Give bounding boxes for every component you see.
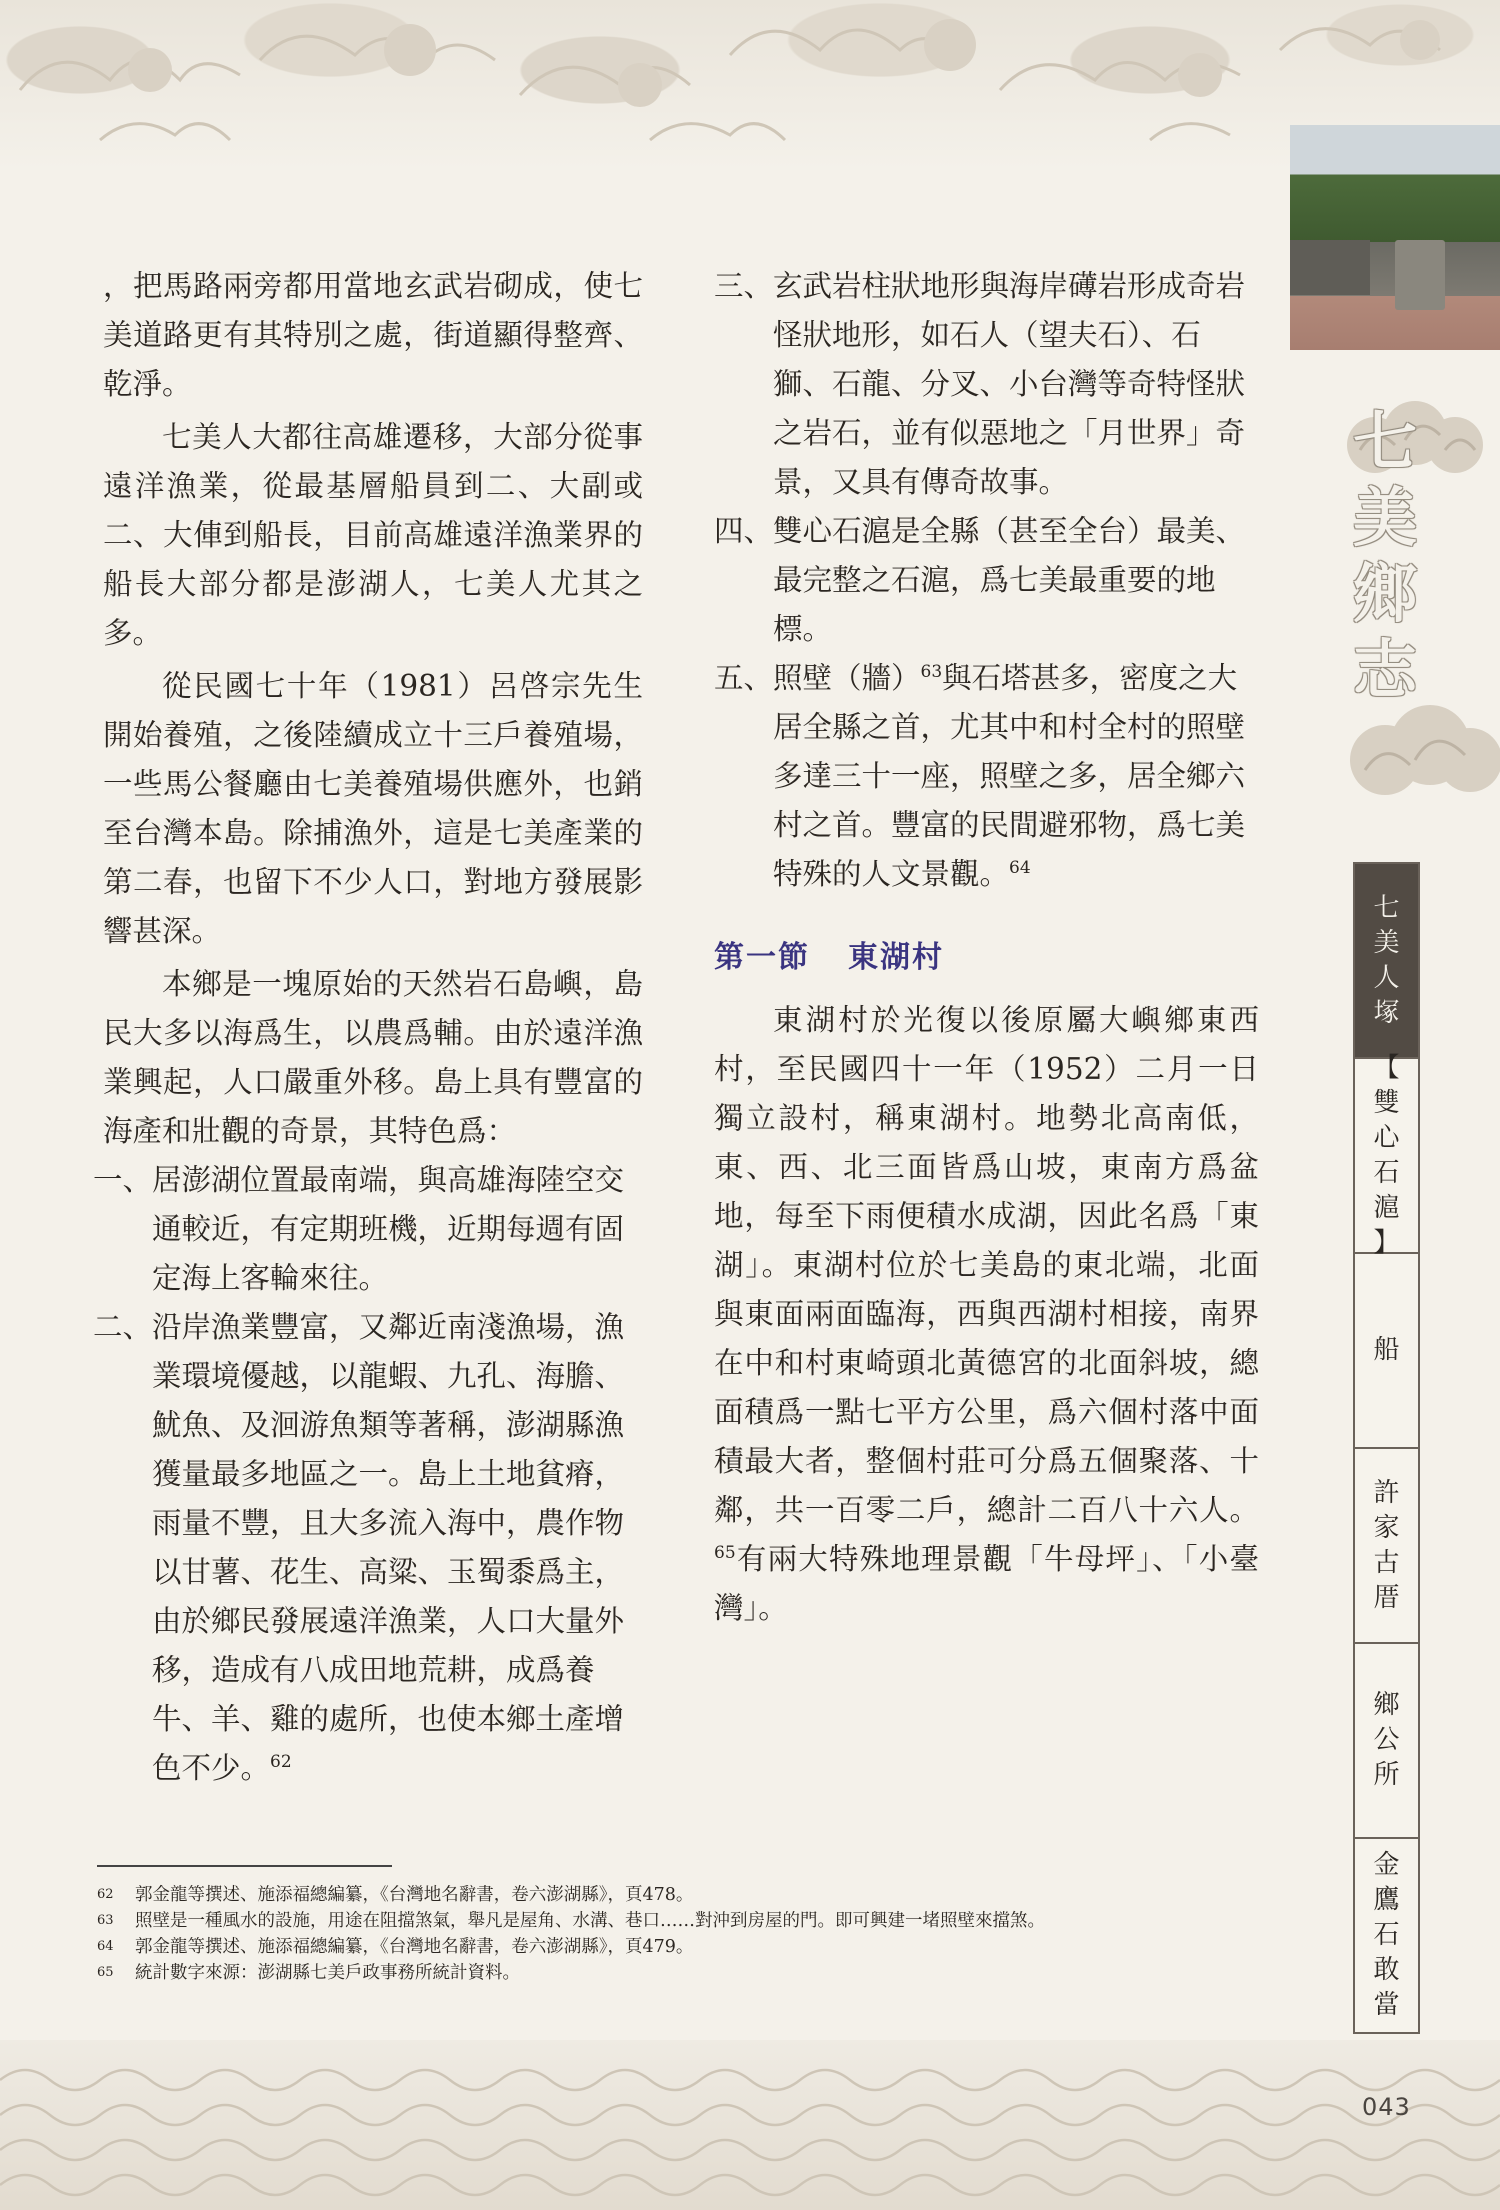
tab-shuangxin-shihu[interactable]	[1355, 1052, 1418, 1258]
list-text	[152, 1303, 643, 1793]
footnotes	[97, 1882, 1297, 1986]
side-title-char: 志	[1353, 633, 1417, 708]
footnote	[97, 1908, 1297, 1934]
tab-char: 所	[1373, 1760, 1400, 1790]
tab-jinying-shigandang[interactable]	[1355, 1839, 1418, 2032]
footnote-text: 郭金龍等撰述、施添福總編纂，《台灣地名辭書，卷六澎湖縣》，頁478。	[135, 1885, 694, 1905]
list-text: 雙心石滬是全縣（甚至全台）最美、最完整之石滬，爲七美最重要的地標。	[773, 514, 1246, 646]
tab-char: 滬	[1373, 1192, 1400, 1223]
tab-char: 【	[1373, 1052, 1400, 1083]
tab-char: 美	[1373, 927, 1400, 958]
photo-monument-stone	[1395, 240, 1445, 310]
book-title-vertical	[1330, 405, 1440, 709]
tab-char: 船	[1373, 1335, 1400, 1365]
footnote-divider	[97, 1865, 392, 1867]
tab-char: 塚	[1373, 997, 1400, 1028]
list-text: 玄武岩柱狀地形與海岸礡岩形成奇岩怪狀地形，如石人（望夫石）、石獅、石龍、分叉、小台灣等奇特怪狀之岩石，並有似惡地之「月世界」奇景，又具有傳奇故事。	[773, 269, 1246, 499]
footnote-text: 郭金龍等撰述、施添福總編纂，《台灣地名辭書，卷六澎湖縣》，頁479。	[135, 1937, 694, 1957]
tab-xiang-gongsuo[interactable]	[1355, 1644, 1418, 1839]
tab-char: 公	[1373, 1725, 1400, 1755]
header-cloud-band	[0, 0, 1500, 170]
footnote-ref[interactable]: 62	[270, 1752, 292, 1773]
tab-xujia-guchu[interactable]	[1355, 1449, 1418, 1644]
list-number: 二、	[93, 1310, 153, 1344]
side-title-char: 美	[1353, 481, 1417, 556]
cloud-ornament-bottom	[1315, 690, 1500, 820]
footnote-text: 統計數字來源：澎湖縣七美戶政事務所統計資料。	[135, 1963, 520, 1983]
paragraph-text: 有兩大特殊地理景觀「牛母坪」、「小臺灣」。	[714, 1542, 1259, 1625]
list-number: 五、	[714, 661, 774, 695]
list-item	[93, 1156, 643, 1303]
section-label: 第一節	[714, 940, 810, 975]
paragraph: 本鄉是一塊原始的天然岩石島嶼，島民大多以海爲生，以農爲輔。由於遠洋漁業興起，人口嚴重外移。島上具有豐富的海產和壯觀的奇景，其特色爲：	[103, 967, 643, 1148]
footnote-ref[interactable]: 65	[714, 1543, 736, 1564]
tab-char: 許	[1373, 1477, 1400, 1508]
list-text: 居澎湖位置最南端，與高雄海陸空交通較近，有定期班機，近期每週有固定海上客輪來往。	[152, 1163, 625, 1295]
tab-char: 人	[1373, 962, 1400, 993]
tab-char: 家	[1373, 1512, 1400, 1543]
list-text-part: 照壁（牆）	[773, 661, 921, 695]
side-title-char: 鄉	[1353, 557, 1417, 632]
paragraph: ，把馬路兩旁都用當地玄武岩砌成，使七美道路更有其特別之處，街道顯得整齊、乾淨。	[103, 269, 643, 401]
footnote-ref[interactable]: 64	[1009, 858, 1031, 879]
tab-char: 雙	[1373, 1087, 1400, 1118]
tab-char: 鄉	[1373, 1690, 1400, 1720]
list-text	[773, 654, 1259, 899]
tab-char: 石	[1373, 1920, 1400, 1950]
photo-stone-wall	[1290, 240, 1370, 295]
side-title-char: 七	[1353, 405, 1417, 480]
footnote	[97, 1882, 1297, 1908]
list-item	[714, 262, 1259, 507]
paragraph: 七美人大都往高雄遷移，大部分從事遠洋漁業，從最基層船員到二、大副或二、大俥到船長，目前高雄遠洋漁業界的船長大部分都是澎湖人，七美人尤其之多。	[103, 420, 643, 650]
footnote	[97, 1934, 1297, 1960]
paragraph: 從民國七十年（1981）呂啓宗先生開始養殖，之後陸續成立十三戶養殖場，一些馬公餐廳由七美養殖場供應外，也銷至台灣本島。除捕漁外，這是七美產業的第二春，也留下不少人口，對地方發展影響甚深。	[103, 669, 643, 948]
tab-char: 】	[1373, 1227, 1400, 1258]
footnote-number: 64	[97, 1939, 114, 1954]
list-text-part: 與石塔甚多，密度之大居全縣之首，尤其中和村全村的照壁多達三十一座，照壁之多，居全鄉六村之首。豐富的民間避邪物，爲七美特殊的人文景觀。	[773, 661, 1246, 891]
footnote-number: 65	[97, 1965, 114, 1980]
footnote	[97, 1960, 1297, 1986]
paragraph	[714, 996, 1259, 1633]
footnote-number: 62	[97, 1887, 114, 1902]
wave-pattern-decoration	[0, 2040, 1500, 2210]
footnote-number: 63	[97, 1913, 114, 1928]
tab-chuan[interactable]	[1355, 1254, 1418, 1449]
list-number: 三、	[714, 269, 774, 303]
tab-char: 金	[1373, 1850, 1400, 1880]
footer-wave-band	[0, 2040, 1500, 2210]
paragraph-text: 東湖村於光復以後原屬大嶼鄉東西村，至民國四十一年（1952）二月一日獨立設村，稱東湖村。地勢北高南低，東、西、北三面皆爲山坡，東南方爲盆地，每至下雨便積水成湖，因此名爲「東湖」。東湖村位於七美島的東北端，北面與東面兩面臨海，西與西湖村相接，南界在中和村東崎頭北黃德宮的北面斜坡，總面積爲一點七平方公里，爲六個村落中面積最大者，整個村莊可分爲五個聚落、十鄰，共一百零二戶，總計二百八十六人。	[714, 1003, 1259, 1527]
tab-char: 敢	[1373, 1955, 1400, 1985]
section-heading	[714, 933, 1259, 982]
tab-char: 心	[1373, 1122, 1400, 1153]
chapter-tab-index	[1353, 862, 1420, 2034]
cloud-pattern-decoration	[0, 0, 1500, 170]
tab-char: 厝	[1373, 1582, 1400, 1613]
footnote-text: 照壁是一種風水的設施，用途在阻擋煞氣，舉凡是屋角、水溝、巷口……對沖到房屋的門。即可興建一堵照壁來擋煞。	[135, 1911, 1045, 1931]
tab-qimei-ren-zhong[interactable]	[1355, 864, 1418, 1059]
tab-char: 鷹	[1373, 1885, 1400, 1915]
tab-char: 七	[1373, 892, 1400, 923]
tab-char: 石	[1373, 1157, 1400, 1188]
list-item	[714, 507, 1259, 654]
list-item	[714, 654, 1259, 899]
right-column	[714, 262, 1259, 1633]
footnote-ref[interactable]: 63	[920, 662, 943, 683]
stone-monument-photo	[1290, 125, 1500, 350]
tab-char: 古	[1373, 1547, 1400, 1578]
list-number: 四、	[714, 514, 774, 548]
tab-char: 當	[1373, 1990, 1400, 2020]
page-number: 043	[1362, 2093, 1411, 2121]
left-column	[93, 262, 643, 1793]
list-number: 一、	[93, 1163, 153, 1197]
list-item	[93, 1303, 643, 1793]
list-text-body: 沿岸漁業豐富，又鄰近南淺漁場，漁業環境優越，以龍蝦、九孔、海膽、魷魚、及洄游魚類等著稱，澎湖縣漁獲量最多地區之一。島上土地貧瘠，雨量不豐，且大多流入海中，農作物以甘薯、花生、高粱、玉蜀黍爲主，由於鄉民發展遠洋漁業，人口大量外移，造成有八成田地荒耕，成爲養牛、羊、雞的處所，也使本鄉土產增色不少。	[152, 1310, 625, 1785]
section-title: 東湖村	[848, 940, 944, 975]
